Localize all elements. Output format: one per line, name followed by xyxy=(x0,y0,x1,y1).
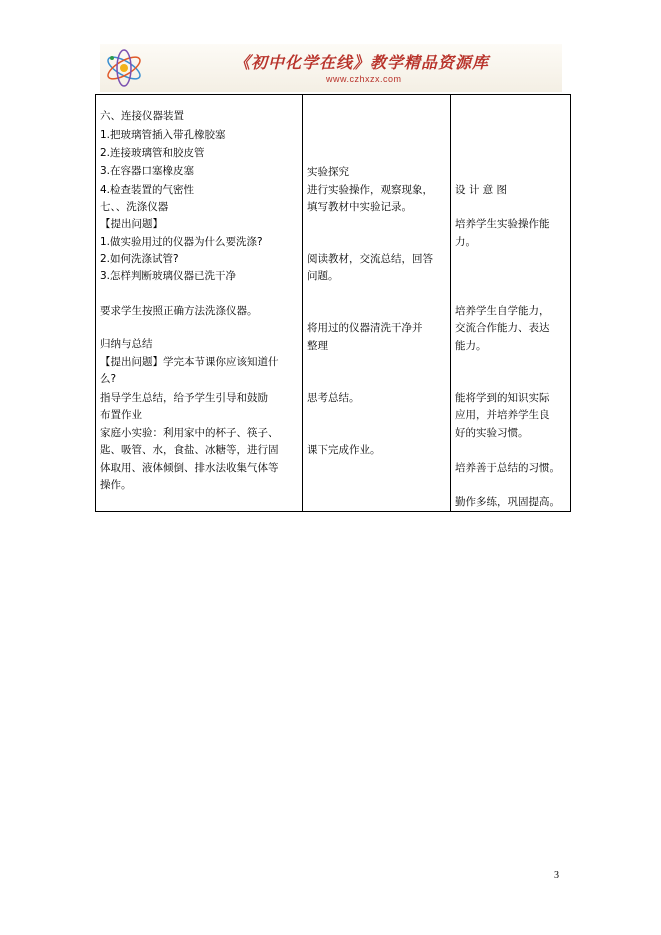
text-line: 交流合作能力、表达 xyxy=(455,322,550,334)
text-line: 力。 xyxy=(455,236,476,248)
text-line: 培养学生自学能力， xyxy=(455,305,550,317)
page-number: 3 xyxy=(554,870,559,881)
text-line: 操作。 xyxy=(100,479,132,491)
text-line: 【提出问题】学完本节课你应该知道什 xyxy=(100,356,279,368)
text-line: 应用，并培养学生良 xyxy=(455,409,550,421)
text-line: 么? xyxy=(100,373,117,385)
text-line: 培养学生实验操作能 xyxy=(455,218,550,230)
text-line: 实验探究 xyxy=(307,166,349,178)
teacher-activity-cell xyxy=(96,95,303,512)
text-line: 2.如何洗涤试管? xyxy=(100,253,179,265)
text-line: 思考总结。 xyxy=(307,392,360,404)
text-line: 体取用、液体倾倒、排水法收集气体等 xyxy=(100,462,279,474)
text-line: 能将学到的知识实际 xyxy=(455,392,550,404)
text-line: 指导学生总结，给予学生引导和鼓励 xyxy=(100,392,268,404)
text-line: 勤作多练，巩固提高。 xyxy=(455,496,560,508)
header-banner xyxy=(100,44,562,92)
text-line: 问题。 xyxy=(307,270,339,282)
text-line: 【提出问题】 xyxy=(100,218,163,230)
text-line: 4.检查装置的气密性 xyxy=(100,184,195,196)
text-line: 2.连接玻璃管和胶皮管 xyxy=(100,147,205,159)
text-line: 培养善于总结的习惯。 xyxy=(455,462,560,474)
lesson-table xyxy=(95,94,571,512)
text-line: 3.怎样判断玻璃仪器已洗干净 xyxy=(100,270,237,282)
text-line: 家庭小实验：利用家中的杯子、筷子、 xyxy=(100,427,279,439)
atom-logo-icon xyxy=(102,46,146,90)
text-line: 布置作业 xyxy=(100,409,142,421)
text-line: 设 计 意 图 xyxy=(455,184,508,196)
text-line: 3.在容器口塞橡皮塞 xyxy=(100,165,195,177)
text-line: 归纳与总结 xyxy=(100,338,153,350)
text-line: 要求学生按照正确方法洗涤仪器。 xyxy=(100,305,258,317)
text-line: 好的实验习惯。 xyxy=(455,427,529,439)
text-line: 六、连接仪器装置 xyxy=(100,110,184,122)
text-line: 课下完成作业。 xyxy=(307,444,381,456)
text-line: 匙、吸管、水，食盐、冰糖等，进行固 xyxy=(100,444,279,456)
student-activity-cell xyxy=(303,95,451,512)
text-line: 阅读教材，交流总结，回答 xyxy=(307,253,433,265)
text-line: 能力。 xyxy=(455,340,487,352)
banner-url: www.czhxzx.com xyxy=(326,74,402,84)
text-line: 1.做实验用过的仪器为什么要洗涤? xyxy=(100,236,263,248)
text-line: 1.把玻璃管插入带孔橡胶塞 xyxy=(100,129,226,141)
text-line: 将用过的仪器清洗干净并 xyxy=(307,322,423,334)
banner-title: 《初中化学在线》教学精品资源库 xyxy=(234,53,490,72)
text-line: 七、、洗涤仪器 xyxy=(100,201,169,213)
text-line: 进行实验操作，观察现象， xyxy=(307,184,433,196)
text-line: 填写教材中实验记录。 xyxy=(307,201,412,213)
design-intent-cell xyxy=(451,95,571,512)
text-line: 整理 xyxy=(307,340,328,352)
